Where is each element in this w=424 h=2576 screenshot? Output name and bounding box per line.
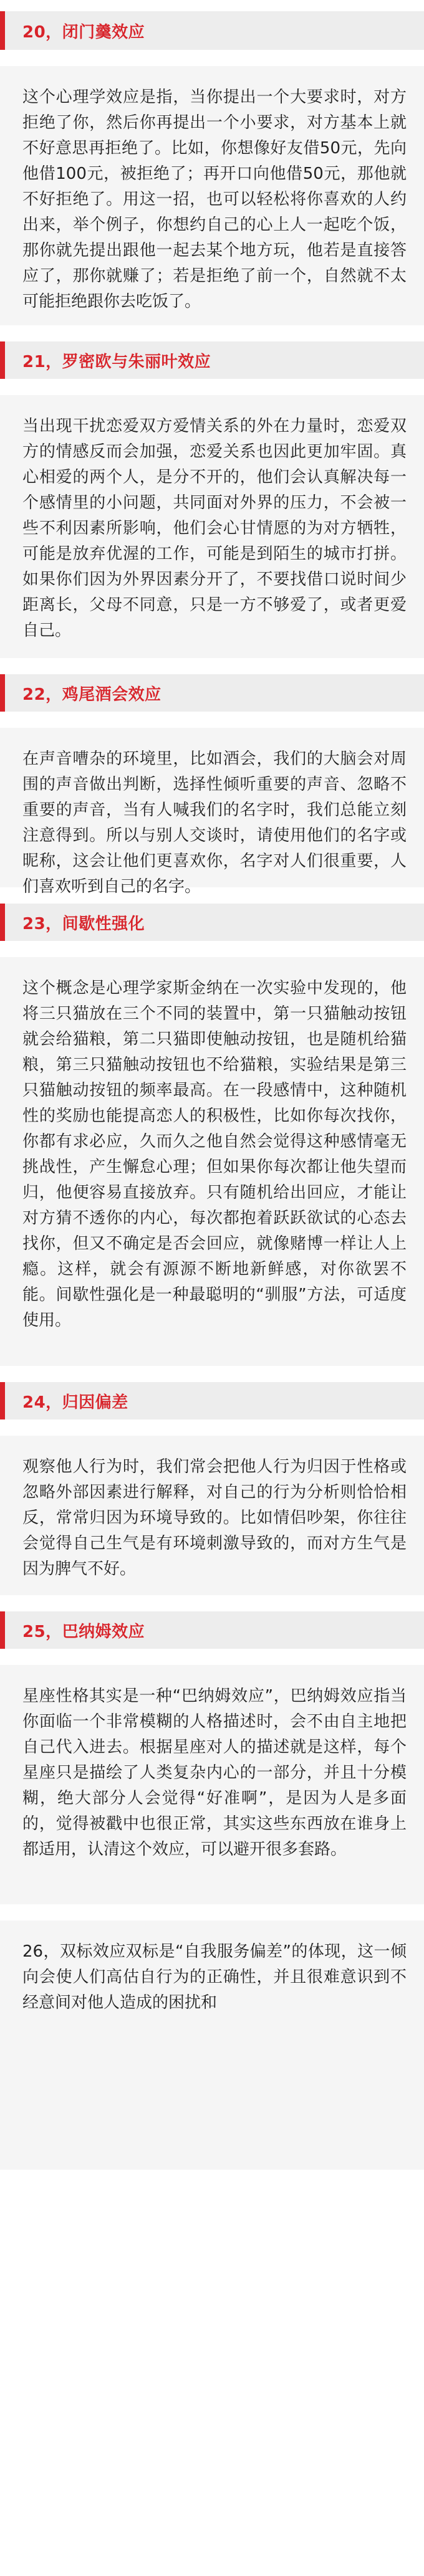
spacer [0, 1649, 424, 1665]
section-heading: 23，间歇性强化 [0, 904, 424, 941]
spacer [0, 1419, 424, 1436]
section-heading: 25，巴纳姆效应 [0, 1611, 424, 1649]
spacer [0, 1595, 424, 1611]
section-heading: 22，鸡尾酒会效应 [0, 674, 424, 712]
section-content [0, 1920, 424, 2170]
section-heading: 20，闭门羹效应 [0, 11, 424, 50]
section-heading: 24，归因偏差 [0, 1382, 424, 1419]
section-paragraph: 这个心理学效应是指，当你提出一个大要求时，对方拒绝了你，然后你再提出一个小要求，对方基本上就不好意思再拒绝了。比如，你想像好友借50元，先向他借100元，被拒绝了；再开口向他借50元，那他就不好拒绝了。用这一招，也可以轻松将你喜欢的人约出来，举个例子，你想约自己的心上人一起吃个饭，那你就先提出跟他一起去某个地方玩，他若是直接答应了，那你就赚了；若是拒绝了前一个，自然就不太可能拒绝跟你去吃饭了。 [22, 88, 407, 311]
section-content [0, 66, 424, 325]
spacer [0, 658, 424, 674]
spacer [0, 0, 424, 11]
section-content [0, 395, 424, 658]
section-paragraph: 星座性格其实是一种“巴纳姆效应”，巴纳姆效应指当你面临一个非常模糊的人格描述时，会不由自主地把自己代入进去。根据星座对人的描述就是这样，每个星座只是描绘了人类复杂内心的一部分，并且十分模糊，绝大部分人会觉得“好准啊”，是因为人是多面的，觉得被戳中也很正常，其实这些东西放在谁身上都适用，认清这个效应，可以避开很多套路。 [22, 1687, 407, 1859]
section-paragraph: 观察他人行为时，我们常会把他人行为归因于性格或忽略外部因素进行解释，对自己的行为分析则恰恰相反，常常归因为环境导致的。比如情侣吵架，你往往会觉得自己生气是有环境刺激导致的，而对方生气是因为脾气不好。 [22, 1457, 407, 1578]
section-content [0, 728, 424, 896]
spacer [0, 941, 424, 957]
spacer [0, 1366, 424, 1382]
spacer [0, 50, 424, 66]
section-content [0, 1665, 424, 1904]
section-paragraph: 在声音嘈杂的环境里，比如酒会，我们的大脑会对周围的声音做出判断，选择性倾听重要的声音、忽略不重要的声音，当有人喊我们的名字时，我们总能立刻注意得到。所以与别人交谈时，请使用他们的名字或昵称，这会让他们更喜欢你，名字对人们很重要，人们喜欢听到自己的名字。 [22, 750, 407, 896]
spacer [0, 1904, 424, 1920]
section-content [0, 1436, 424, 1595]
spacer [0, 712, 424, 728]
section-content [0, 957, 424, 1366]
spacer [0, 325, 424, 341]
section-paragraph: 当出现干扰恋爱双方爱情关系的外在力量时，恋爱双方的情感反而会加强，恋爱关系也因此更加牢固。真心相爱的两个人，是分不开的，他们会认真解决每一个感情里的小问题，共同面对外界的压力，不会被一些不利因素所影响，他们会心甘情愿的为对方牺牲，可能是放弃优渥的工作，可能是到陌生的城市打拼。如果你们因为外界因素分开了，不要找借口说时间少距离长，父母不同意，只是一方不够爱了，或者更爱自己。 [22, 417, 407, 640]
spacer [0, 379, 424, 395]
section-paragraph: 26，双标效应双标是“自我服务偏差”的体现，这一倾向会使人们高估自行为的正确性，并且很难意识到不经意间对他人造成的困扰和 [22, 1942, 407, 2012]
section-heading: 21，罗密欧与朱丽叶效应 [0, 341, 424, 379]
section-paragraph: 这个概念是心理学家斯金纳在一次实验中发现的，他将三只猫放在三个不同的装置中，第一只猫触动按钮就会给猫粮，第二只猫即使触动按钮，也是随机给猫粮，第三只猫触动按钮也不给猫粮，实验结果是第三只猫触动按钮的频率最高。在一段感情中，这种随机性的奖励也能提高恋人的积极性，比如你每次找你，你都有求必应，久而久之他自然会觉得这种感情毫无挑战性，产生懈怠心理；但如果你每次都让他失望而归，他便容易直接放弃。只有随机给出回应，才能让对方猜不透你的内心，每次都抱着跃跃欲试的心态去找你，但又不确定是否会回应，就像赌博一样让人上瘾。这样，就会有源源不断地新鲜感，对你欲罢不能。间歇性强化是一种最聪明的“驯服”方法，可适度使用。 [22, 979, 407, 1330]
